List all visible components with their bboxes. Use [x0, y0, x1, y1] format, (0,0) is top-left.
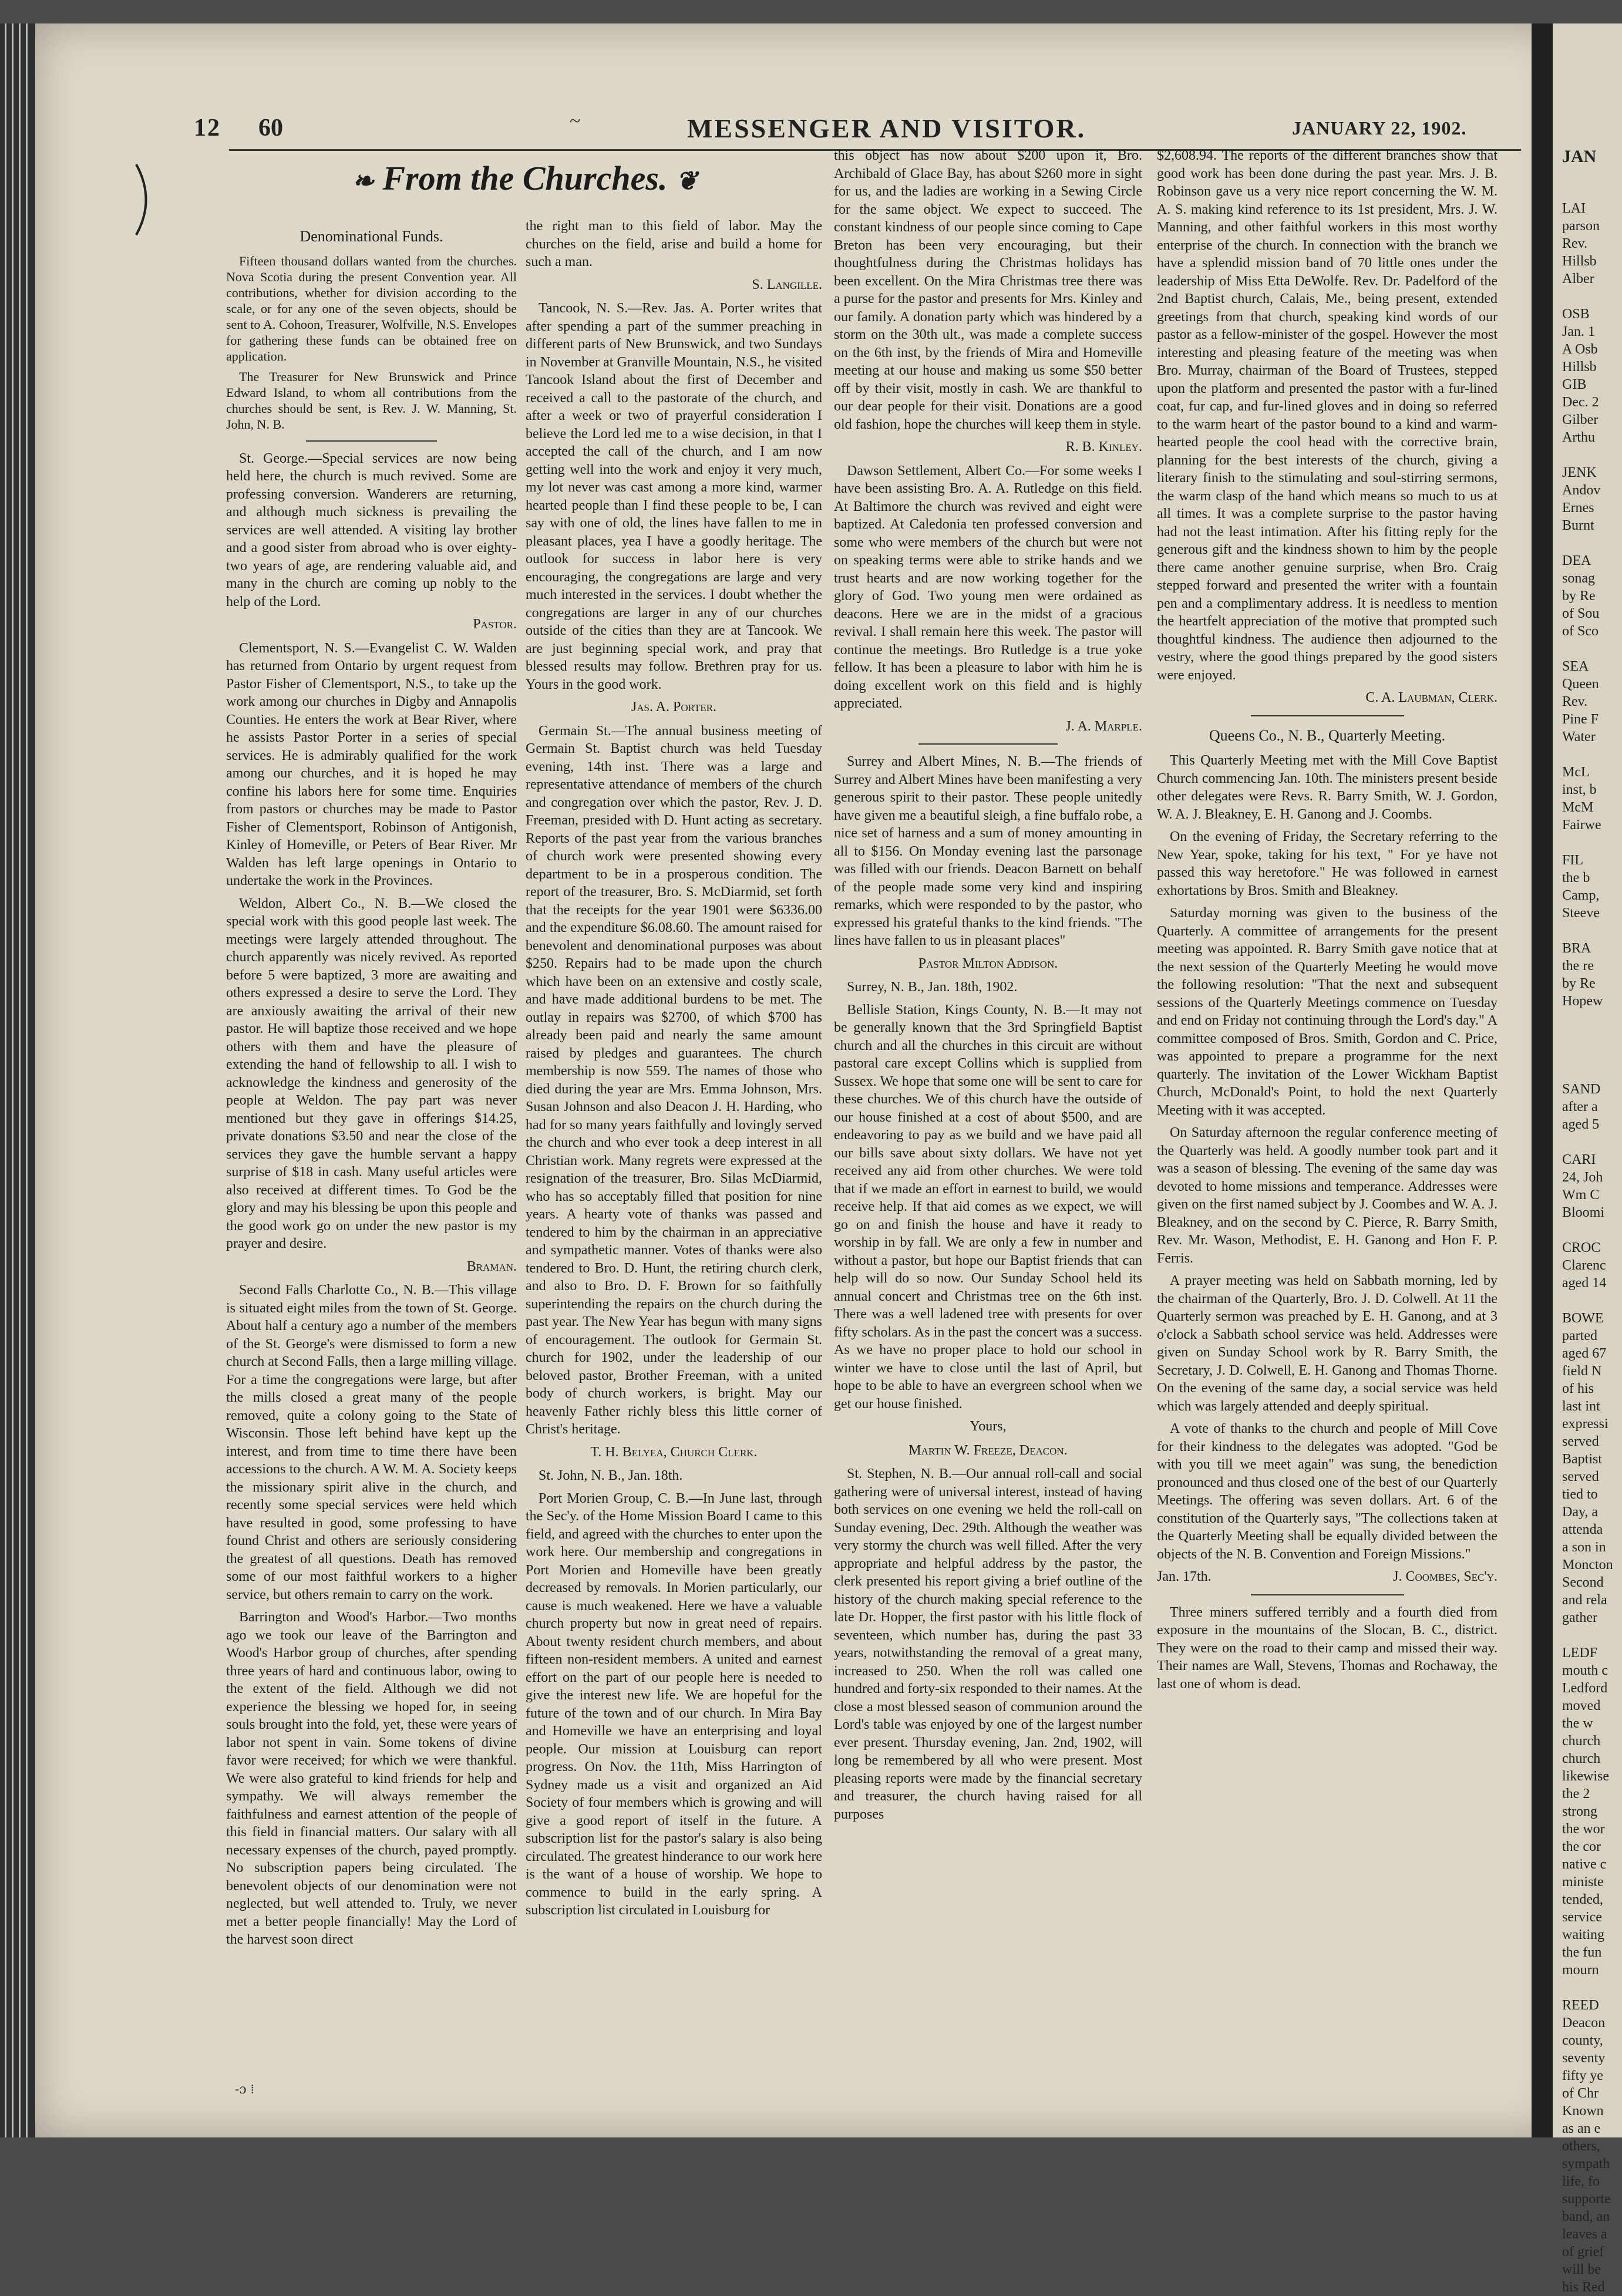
facing-page-line: [1562, 1221, 1613, 1239]
article-paragraph: Saturday morning was given to the business of the Quarterly. A committee of arrangements for the present meeting was appointed. R. Barry Smith gave notice that at the next session of the Quarterly Meeting he would move the following resolution: "That the next and subsequent sessions of the Quarterly Meetings commence on Tuesday and end on Friday not continuing through the Lord's day." A committee composed of Bros. Smith, Gordon and C. Price, was appointed to prepare a programme for the next quarterly. The invitation of the Lower Wickham Baptist Church, McDonald's Point, to hold the next Quarterly Meeting with it was accepted.: [1157, 905, 1498, 1118]
article-paragraph: A vote of thanks to the church and people of Mill Cove for their kindness to the delegates was adopted. "God be with you till we meet again" was sung, the benediction pronounced and thus closed one of the best of our Quarterly Meetings. The offering was seven dollars. Art. 6 of the constitution of the Quarterly says, "The collections taken at the Quarterly Meeting shall be equally divided between the objects of the N. B. Convention and Foreign Missions.": [1157, 1421, 1498, 1562]
facing-page-line: parson: [1562, 218, 1600, 234]
facing-page-line: as an e: [1562, 2121, 1601, 2136]
facing-page-line: Baptist: [1562, 1452, 1603, 1467]
facing-page-line: SAND: [1562, 1082, 1601, 1097]
facing-page-line: his Red: [1562, 2280, 1605, 2295]
tilde-ornament-icon: ~: [570, 110, 581, 132]
facing-page-line: aged 67: [1562, 1346, 1607, 1361]
article-paragraph: St. George.—Special services are now being held here, the church is much revived. Some are professing conversion. Wanderers are returning, and although much sickness is prevailing the services are well attended. A visiting lay brother and a good sister from abroad who is over eighty-two years of age, are rendering valuable aid, and many in the church are coming up nobly to the help of the Lord.: [226, 450, 517, 610]
article-signature: Yours,: [970, 1419, 1007, 1434]
divider: [1251, 715, 1404, 716]
facing-page-line: native c: [1562, 1857, 1607, 1872]
facing-page-line: life, fo: [1562, 2174, 1600, 2189]
facing-page-line: BOWE: [1562, 1311, 1604, 1326]
facing-page-line: served: [1562, 1434, 1599, 1449]
facing-page-line: CROC: [1562, 1240, 1601, 1255]
article-paragraph: This Quarterly Meeting met with the Mill Cove Baptist Church commencing Jan. 10th. The ministers present beside other delegates were Revs. R. Barry Smith, W. J. Gordon, W. A. J. Bleakney, E. H. Ganong and J. Coombs.: [1157, 753, 1498, 822]
facing-page-line: of his: [1562, 1381, 1594, 1396]
facing-page-line: Fairwe: [1562, 817, 1601, 833]
facing-page-line: the 2: [1562, 1786, 1590, 1802]
article-paragraph: On the evening of Friday, the Secretary referring to the New Year, spoke, taking for his text, " For ye have not passed this way heretofore." He was followed in earnest exhortations by Bros. Smith and Bleakney.: [1157, 829, 1498, 898]
facing-page-line: parted: [1562, 1328, 1597, 1344]
facing-page-line: FIL: [1562, 853, 1583, 868]
page-number: 12: [194, 115, 221, 142]
facing-page-line: the w: [1562, 1716, 1593, 1731]
article-signature: Pastor.: [473, 617, 517, 632]
facing-page-line: McL: [1562, 765, 1590, 780]
article-paragraph: A prayer meeting was held on Sabbath morning, led by the chairman of the Quarterly, Bro. J. D. Colwell. At 11 the Quarterly sermon was preached by E. H. Ganong, and at 3 o'clock a Sabbath school service was held. Addresses were given on Sunday School work by R. Barry Smith, the Secretary, J. D. Colwell, E. H. Ganong and Thomas Thorne. On the evening of the same day, a social service was held which was largely attended and deeply spiritual.: [1157, 1273, 1498, 1414]
article-paragraph: Barrington and Wood's Harbor.—Two months ago we took our leave of the Barrington and Wood's Harbor group of churches, after spending three years of hard and continuous labor, owing to the extent of the field. Although we did not experience the blessing we hoped for, in seeing souls brought into the fold, yet, these were years of labor not spent in vain. Some tokens of divine favor were received; for which we were thankful. We were also grateful to kind friends for help and sympathy. We will always remember the faithfulness and earnest attention of the people of this field in financial matters. Our salary with all necessary expenses of the church, payed promptly. No subscription papers being circulated. The benevolent objects of our denomination were not neglected, but well attended to. Truly, we never met a better people financially! May the Lord of the harvest soon direct: [226, 1610, 517, 1947]
facing-page-line: field N: [1562, 1364, 1602, 1379]
facing-page-line: Burnt: [1562, 518, 1594, 533]
article-signature: Jas. A. Porter.: [631, 699, 717, 715]
facing-page-line: church: [1562, 1733, 1601, 1749]
facing-page-line: likewise: [1562, 1769, 1609, 1784]
facing-page-line: leaves a: [1562, 2227, 1607, 2242]
article-signature: J. Coombes, Sec'y.: [1393, 1569, 1498, 1584]
facing-page-lines: [1562, 200, 1613, 2296]
article-paragraph: Surrey and Albert Mines, N. B.—The friends of Surrey and Albert Mines have been manifesting a very generous spirit to their pastor. These people unitedly have given me a beautiful sleigh, a fine buffalo robe, a nice set of harness and a sum of money amounting in all to $156. On Monday evening last the parsonage was filled with our friends. Deacon Barnett on behalf of the people made some very kind and inspiring remarks, which were responded to by the pastor, who expressed his grateful thanks to the kind friends. "The lines have fallen to us in pleasant places": [834, 754, 1142, 948]
facing-page-line: will be: [1562, 2262, 1601, 2277]
column-4: [1157, 147, 1498, 2096]
facing-page-line: Known: [1562, 2103, 1604, 2119]
facing-page-line: of Chr: [1562, 2086, 1599, 2101]
facing-page-line: Wm C: [1562, 1187, 1600, 1203]
section-title: ❧ From the Churches. ❦: [352, 159, 698, 197]
facing-page-line: Jan. 1: [1562, 324, 1595, 339]
facing-page-line: mourn: [1562, 1962, 1599, 1978]
facing-page-line: [1562, 1063, 1613, 1080]
facing-page-line: of Sco: [1562, 624, 1599, 639]
facing-page-line: waiting: [1562, 1927, 1604, 1942]
masthead: MESSENGER AND VISITOR.: [687, 113, 1086, 143]
facing-page-line: served: [1562, 1469, 1599, 1484]
leaf-ornament-icon: ❦: [675, 167, 698, 196]
facing-page-line: [1562, 922, 1613, 940]
facing-page-line: Pine F: [1562, 712, 1599, 727]
facing-page-line: Rev.: [1562, 236, 1588, 251]
facing-page-line: Ernes: [1562, 500, 1594, 516]
facing-page-line: SEA: [1562, 659, 1589, 674]
article-paragraph: Three miners suffered terribly and a fourth died from exposure in the mountains of the Slocan, B. C., district. They were on the road to their camp and missed their way. Their names are Wall, Stevens, Thomas and Rochaway, the last one of whom is dead.: [1157, 1604, 1498, 1692]
facing-page-line: [1562, 640, 1613, 658]
facing-page-line: of grief: [1562, 2244, 1604, 2260]
facing-page-line: the cor: [1562, 1839, 1601, 1854]
article-paragraph: St. Stephen, N. B.—Our annual roll-call and social gathering were of universal interest, instead of having both services on one evening we held the roll-call on Sunday evening, Dec. 29th. Although the weather was very stormy the church was well filled. After the very appropriate and helpful address by the pastor, the clerk presented his report giving a brief outline of the history of the church making special reference to the late Dr. Hopper, the first pastor with his little flock of seventeen, which number has, during the past 33 years, notwithstanding the removal of a great many, increased to 250. When the roll was called one hundred and forty-six responded to their names. At the close a most blessed season of communion around the Lord's table was enjoyed by one of the largest number ever present. Thursday evening, Jan. 2nd, 1902, will long be remembered by all who were present. Most pleasing reports were made by the financial secretary and treasurer, the church having raised for all purposes: [834, 1466, 1142, 1822]
book-gutter: [1532, 23, 1553, 2137]
article-paragraph: Dawson Settlement, Albert Co.—For some weeks I have been assisting Bro. A. A. Rutledge on this field. At Baltimore the church was revived and eight were baptized. At Caledonia ten professed conversion and some who were members of the church but were not on speaking terms were able to strike hands and we trust hearts and are now working together for the glory of God. Two young men were ordained as deacons. Here we are in the midst of a gracious revival. I shall remain here this week. The pastor will continue the meetings. Bro Rutledge is a true yoke fellow. It has been a pleasure to labor with him he is doing excellent work on this field and is highly appreciated.: [834, 463, 1142, 711]
divider: [918, 743, 1057, 745]
facing-page-line: aged 5: [1562, 1117, 1600, 1132]
facing-page-line: church: [1562, 1751, 1601, 1766]
facing-page-line: BRA: [1562, 941, 1591, 956]
facing-page-line: [1562, 1627, 1613, 1644]
facing-page-line: service: [1562, 1910, 1602, 1925]
column-1: [226, 217, 517, 2167]
facing-page-line: Moncton: [1562, 1557, 1613, 1573]
article-paragraph: Clementsport, N. S.—Evangelist C. W. Walden has returned from Ontario by urgent request from Pastor Fisher of Clementsport, N.S., to take up the work among our churches in Digby and Annapolis Counties. He enters the work at Bear River, where he assists Pastor Porter in a series of special services. He is admirably qualified for the work among our churches, and it is hoped he may confine his labors here for some time. Enquiries from pastors or churches may be made to Pastor Fisher of Clementsport, Robinson of Antigonish, Kinley of Homeville, or Peters of Bear River. Mr Walden has left large openings in Ontario to undertake the work in the Provinces.: [226, 640, 517, 888]
article-heading: Queens Co., N. B., Quarterly Meeting.: [1209, 726, 1446, 744]
facing-page-line: attenda: [1562, 1522, 1603, 1537]
article-signature: C. A. Laubman, Clerk.: [1365, 690, 1498, 705]
facing-page-line: fifty ye: [1562, 2068, 1603, 2083]
article-paragraph: Port Morien Group, C. B.—In June last, through the Sec'y. of the Home Mission Board I came to this field, and agreed with the churches to enter upon the work here. Our membership and congregations in Port Morien and Homeville have been greatly decreased by removals. In Morien particularly, our cause is much weakened. Here we have a valuable church property but now in great need of repairs. About twenty resident church members, and about fifteen non-resident members. A united and earnest effort on the part of our people here is needed to give the interest new life. We are hopeful for the future of the town and of our church. In Mira Bay and Homeville we have an enterprising and loyal people. Our mission at Louisburg can report progress. On Nov. the 11th, Miss Harrington of Sydney made us a visit and organized an Aid Society of four members which is growing and will give a good report of itself in the future. A subscription list for the pastor's salary is also being circulated. The greatest hinderance to our work here is the want of a house of worship. We hope to commence to build in the early spring. A subscription list circulated in Louisburg for: [526, 1490, 822, 1918]
page-number-secondary: 60: [258, 115, 283, 142]
article-signature: T. H. Belyea, Church Clerk.: [590, 1444, 758, 1460]
article-signature: Braman.: [466, 1258, 517, 1274]
article-paragraph: Tancook, N. S.—Rev. Jas. A. Porter writes that after spending a part of the summer preaching in different parts of New Brunswick, and two Sundays in November at Granville Mountain, N.S., he visited Tancook Island about the first of December and received a call to the pastorate of the church, and after a week or two of prayerful consideration I believe the Lord led me to a wise decision, in that I accepted the call of the church, and I am now getting well into the work and enjoy it very much, my lot never was cast among a more kind, warmer hearted people than I find these people to be, I can say with one of old, the lines have fallen to me in pleasant places, yea I have a goodly heritage. The outlook for success in labor here is very encouraging, the congregations are large and very much interested in the services. I doubt whether the congregations are larger in any of our churches outside of the cities than they are at Tancook. We are just beginning special work, and pray that blessed results may follow. Brethren pray for us. Yours in the good work.: [526, 301, 822, 692]
facing-page-line: supporte: [1562, 2191, 1611, 2207]
facing-page-line: mouth c: [1562, 1663, 1608, 1678]
article-signature-line: [1157, 1568, 1498, 1586]
article-paragraph: The Treasurer for New Brunswick and Prince Edward Island, to whom all contributions from the churches should be sent, is Rev. J. W. Manning, St. John, N. B.: [226, 369, 517, 432]
column-3: [834, 147, 1142, 2096]
facing-page-line: Arthu: [1562, 430, 1595, 445]
facing-page-line: county,: [1562, 2033, 1603, 2048]
facing-page-line: [1562, 1045, 1613, 1063]
facing-page-line: sympath: [1562, 2156, 1610, 2172]
article-signature: Pastor Milton Addison.: [918, 955, 1058, 971]
article-paragraph: Weldon, Albert Co., N. B.—We closed the special work with this good people last week. The meetings were largely attended throughout. The church apparently was nicely revived. As reported before 5 were baptized, 3 more are awaiting and others expressed a desire to serve the Lord. They are anxiously awaiting the arrival of their new pastor. He will baptize those received and we hope others with them and have the pleasure of extending the hand of fellowship to all. I wish to acknowledge the kindness and generosity of the people at Weldon. The pay part was never mentioned but they gave in offerings $14.25, private donations $3.50 and near the close of the services they gave the humble servant a happy surprise of $18 in cash. Many useful articles were also received at different times. To God be the glory and may his blessing be upon this people and the good work go on under the new pastor is my prayer and desire.: [226, 895, 517, 1251]
margin-mark: -ɔ ⁞: [235, 2082, 254, 2097]
facing-page-line: LAI: [1562, 201, 1586, 216]
article-paragraph: $2,608.94. The reports of the different branches show that good work has been done during the past year. Mrs. J. B. Robinson gave us a very nice report concerning the W. M. A. S. making kind reference to its 1st president, Mrs. J. W. Manning, and other faithful workers in this most worthy enterprise of the church. In connection with the branch we have a splendid mission band of 70 little ones under the leadership of Miss Etta DeWolfe. Rev. Dr. Padelford of the 2nd Baptist church, Calais, Me., being present, extended greetings from that church, speaking kind words of our pastor as a fellow-minister of the gospel. However the most interesting and pleasing feature of the meeting was when Bro. Murray, chairman of the Board of Trustees, stepped upon the platform and presented the pastor with a fur-lined coat, fur cap, and fur-lined gloves and in doing so referred to the warm heart of the pastor bound to a kind and warm-hearted people the cool head with the corrective brain, planning for the best interests of the church, giving a literary finish to the stimulating and soul-stirring sermons, the warm clasp of the hand which means so much to us at all times. It was a complete surprise to the pastor having had not the least intimation. After his fitting reply for the generous gift and the kindness shown to him by the people there came another genuine surprise, when Bro. Craig stepped forward and presented the writer with a fountain pen and a complimentary address. It is needless to mention the heartfelt appreciation of the motive that prompted such thoughtful kindness. The audience then adjourned to the vestry, where the good things prepared by the good sisters were enjoyed.: [1157, 148, 1498, 683]
facing-page-line: CARI: [1562, 1152, 1596, 1167]
facing-page-line: Hillsb: [1562, 254, 1597, 269]
facing-page-line: Water: [1562, 729, 1596, 745]
article-paragraph: Fifteen thousand dollars wanted from the churches. Nova Scotia during the present Convention year. All contributions, whether for division according to the scale, or for any one of the seven objects, should be sent to A. Cohoon, Treasurer, Wolfville, N.S. Envelopes for gathering these funds can be obtained free on application.: [226, 253, 517, 363]
facing-page-line: seventy: [1562, 2051, 1606, 2066]
facing-page-line: [1562, 834, 1613, 851]
facing-page-line: expressi: [1562, 1416, 1608, 1432]
facing-page-line: by Re: [1562, 588, 1596, 604]
facing-page-line: gather: [1562, 1610, 1597, 1625]
article-signature: J. A. Marple.: [1065, 718, 1142, 734]
article-dateline: Jan. 17th.: [1157, 1569, 1212, 1584]
page-header: [194, 110, 1556, 146]
facing-page-header: JAN: [1562, 147, 1597, 166]
facing-page-line: Queen: [1562, 676, 1599, 692]
facing-page-line: Hillsb: [1562, 359, 1597, 375]
facing-page-line: Day, a: [1562, 1504, 1599, 1520]
facing-page-line: Andov: [1562, 483, 1601, 498]
facing-page-line: and rela: [1562, 1593, 1607, 1608]
facing-page-line: A Osb: [1562, 342, 1598, 357]
facing-page-line: Gilber: [1562, 412, 1599, 427]
facing-page-line: [1562, 1010, 1613, 1028]
column-2: [526, 217, 822, 2167]
facing-page-line: [1562, 288, 1613, 305]
facing-page-line: Camp,: [1562, 888, 1600, 903]
facing-page-line: LEDF: [1562, 1645, 1597, 1661]
facing-page-line: sonag: [1562, 571, 1595, 586]
facing-page-line: others,: [1562, 2139, 1600, 2154]
facing-page-line: OSB: [1562, 307, 1590, 322]
article-paragraph: the right man to this field of labor. May the churches on the field, arise and build a home for such a man.: [526, 218, 822, 270]
article-paragraph: Germain St.—The annual business meeting of Germain St. Baptist church was held Tuesday evening, 14th inst. There was a large and representative attendance of members of the church and congregation over which the pastor, Rev. J. D. Freeman, presided with D. Hunt acting as secretary. Reports of the past year from the various branches of church work were presented showing every department to be in a prosperous condition. The report of the treasurer, Bro. S. McDiarmid, set forth that the receipts for the year 1901 were $6336.00 and the expenditure $6.08.60. The amount raised for benevolent and denominational purposes was about $250. Repairs had to be made upon the church which have been on an extensive and costly scale, and have made additional burdens to be met. The outlay in repairs was $2700, of which $700 has already been paid and nearly the same amount raised by pledges and guarantees. The church membership is now 559. The names of those who died during the year are Mrs. Emma Johnson, Mrs. Susan Johnson and also Deacon J. H. Harding, who had for so many years faithfully and lovingly served the church and who ever took a deep interest in all Christian work. Many regrets were expressed at the resignation of the treasurer, Bro. Silas McDiarmid, who has so acceptably filled that position for nine years. A hearty vote of thanks was passed and tendered to him by the chairman in an appreciative and sympathetic manner. Votes of thanks were also tendered to Bro. D. Hunt, the retiring church clerk, and also to Bro. D. F. Brown for so faithfully superintending the repairs on the church during the past year. The New Year has begun with many signs of encouragement. The outlook for Germain St. church for 1902, under the leadership of our beloved pastor, Brother Freeman, with a united body of church workers, is bright. May our heavenly Father richly bless this little corner of Christ's heritage.: [526, 723, 822, 1437]
facing-page-line: REED: [1562, 1998, 1599, 2013]
article-paragraph: Bellisle Station, Kings County, N. B.—It may not be generally known that the 3rd Springfield Baptist church and all the churches in this circuit are without pastoral care except Collins which is supplied from Sussex. We hope that some one will be sent to care for these churches. We of this church have the outside of our house finished at a cost of about $500, and are endeavoring to pay as we build and we have paid all our bills save about sixty dollars. We have not yet received any aid from other churches. We were told that if we made an effort in earnest to build, we would receive help. If that aid comes as we expect, we will go on and finish the house and have it ready to worship in by fall. We are only a few in number and without a pastor, but hope our Baptist friends that can help will do so now. Our Sunday School held its annual concert and Christmas tree on the 6th inst. There was a well ladened tree with presents for over fifty scholars. As in the past the concert was a success. As we have no proper place to hold our school in winter we have to close until the last of April, but hope to be able to have an evergreen school when we get our house finished.: [834, 1002, 1142, 1412]
facing-page-line: tended,: [1562, 1892, 1603, 1907]
leaf-ornament-icon: ❧: [352, 167, 374, 196]
article-signature: S. Langille.: [752, 277, 822, 292]
facing-page-line: Hopew: [1562, 994, 1603, 1009]
issue-date: JANUARY 22, 1902.: [1292, 117, 1467, 139]
article-signature: Martin W. Freeze, Deacon.: [908, 1442, 1068, 1458]
facing-page-line: [1562, 534, 1613, 552]
facing-page-line: Alber: [1562, 271, 1594, 287]
article-paragraph: Second Falls Charlotte Co., N. B.—This village is situated eight miles from the town of St. George. About half a century ago a number of the members of the St. George's were dismissed to form a new church at Second Falls, then a large milling village. For a time the congregations were large, but after the mills closed a great many of the people removed, quite a colony going to the State of Wisconsin. Those left behind have kept up the interest, and from time to time there have been accessions to the church. A W. M. A. Society keeps the missionary spirit alive in the church, and recently some special services were held which have resulted in good, some professing to have found Christ and others are seriously considering the greatest of all questions. Death has removed some of our most faithful workers to a higher service, but others remain to carry on the work.: [226, 1282, 517, 1603]
facing-page-line: Bloomi: [1562, 1205, 1605, 1220]
facing-page-line: the re: [1562, 958, 1594, 974]
book-edge: [0, 23, 35, 2137]
facing-page-line: ministe: [1562, 1874, 1604, 1890]
facing-page-line: after a: [1562, 1099, 1598, 1115]
facing-page-line: McM: [1562, 800, 1594, 815]
facing-page-line: Ledford: [1562, 1681, 1608, 1696]
facing-page-line: JENK: [1562, 465, 1597, 480]
facing-page-line: Steeve: [1562, 905, 1600, 921]
facing-page-line: Clarenc: [1562, 1258, 1606, 1273]
facing-page-line: Deacon: [1562, 2015, 1606, 2031]
facing-page-line: a son in: [1562, 1540, 1606, 1555]
article-paragraph: On Saturday afternoon the regular conference meeting of the Quarterly was held. A goodly number took part and it was a season of blessing. The evening of the same day was devoted to home missions and temperance. Addresses were given on the first named subject by J. Coombes and W. A. J. Bleakney, and on the second by C. Pierce, R. Barry Smith, Rev. Mr. Wason, Methodist, E. H. Ganong and Hon F. P. Ferris.: [1157, 1125, 1498, 1266]
facing-page-line: the b: [1562, 870, 1590, 886]
facing-page-line: DEA: [1562, 553, 1591, 568]
facing-page-line: [1562, 746, 1613, 763]
facing-page-line: Dec. 2: [1562, 395, 1599, 410]
facing-page-line: by Re: [1562, 976, 1596, 991]
facing-page-line: strong: [1562, 1804, 1597, 1819]
facing-page-line: Rev.: [1562, 694, 1588, 709]
article-paragraph: this object has now about $200 upon it, Bro. Archibald of Glace Bay, has about $260 more in sight for us, and the ladies are working in a Sewing Circle for the same object. We expect to succeed. The constant kindness of our people since coming to Cape Breton has been very encouraging, but their thoughtfulness during the Christmas holidays has been excellent. On the Mira Christmas tree there was a purse for the pastor and presents for Mrs. Kinley and our family. A donation party which was hindered by a storm on the 30th ult., was made a complete success on the 6th inst, by the friends of Mira and Homeville meeting at our house and making us some $50 better off by their visit, mostly in cash. We are thankful to our dear people for their visit. Donations are a good old fashion, hope the churches will keep them in style.: [834, 148, 1142, 432]
facing-page-line: band, an: [1562, 2209, 1610, 2224]
facing-page-line: GIB: [1562, 377, 1587, 392]
facing-page: [1553, 23, 1622, 2295]
facing-page-line: the wor: [1562, 1822, 1605, 1837]
facing-page-line: [1562, 1292, 1613, 1309]
bracket-margin-icon: [129, 161, 164, 238]
article-dateline: Surrey, N. B., Jan. 18th, 1902.: [847, 979, 1018, 995]
facing-page-line: 24, Joh: [1562, 1170, 1603, 1185]
facing-page-line: inst, b: [1562, 782, 1597, 797]
divider: [306, 440, 437, 442]
divider: [1251, 1594, 1404, 1595]
facing-page-line: aged 14: [1562, 1275, 1607, 1291]
facing-page-line: [1562, 1979, 1613, 1997]
facing-page-line: of Sou: [1562, 606, 1600, 621]
article-signature: R. B. Kinley.: [1065, 439, 1142, 455]
facing-page-line: moved: [1562, 1698, 1601, 1713]
facing-page-line: the fun: [1562, 1945, 1602, 1960]
facing-page-line: last int: [1562, 1399, 1600, 1414]
facing-page-line: tied to: [1562, 1487, 1598, 1502]
facing-page-line: [1562, 1028, 1613, 1045]
facing-page-line: Second: [1562, 1575, 1604, 1590]
facing-page-line: [1562, 446, 1613, 464]
article-heading: Denominational Funds.: [300, 228, 443, 245]
article-dateline: St. John, N. B., Jan. 18th.: [539, 1468, 683, 1483]
facing-page-line: [1562, 1133, 1613, 1151]
